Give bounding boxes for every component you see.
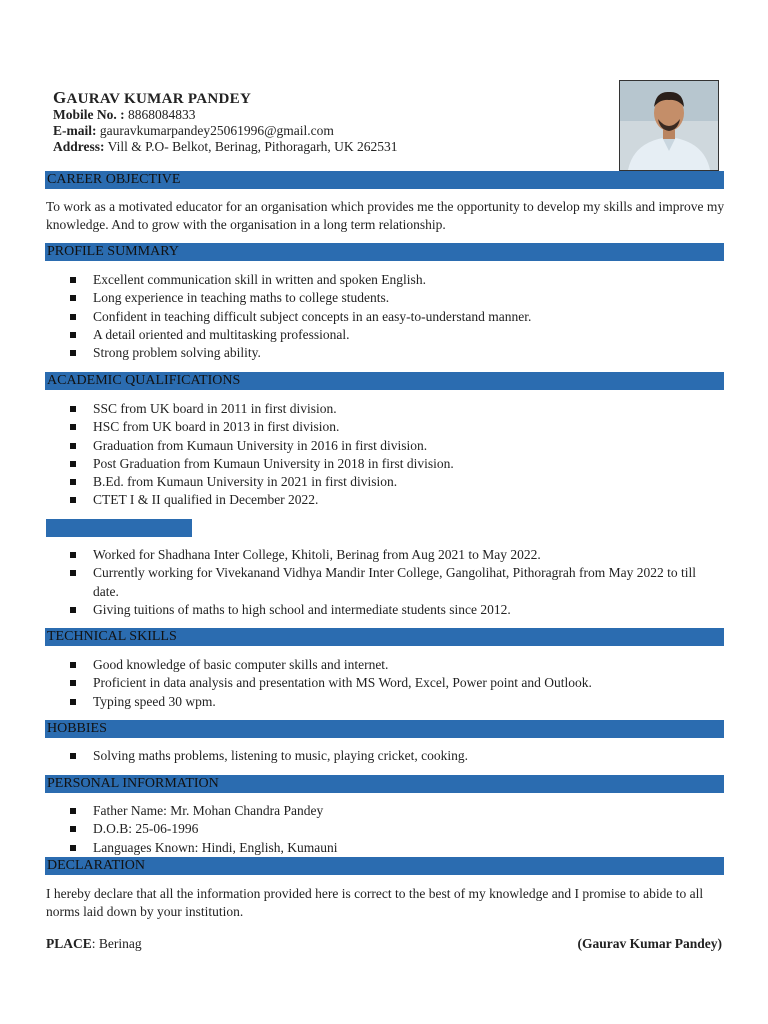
list-item: Confident in teaching difficult subject concepts in an easy-to-understand manner. [70, 308, 720, 326]
person-photo-icon [620, 81, 718, 170]
list-item: HSC from UK board in 2013 in first division. [70, 418, 720, 436]
list-item: Long experience in teaching maths to college students. [70, 289, 720, 307]
list-item: Languages Known: Hindi, English, Kumauni [70, 839, 720, 857]
list-item: Worked for Shadhana Inter College, Khitoli, Berinag from Aug 2021 to May 2022. [70, 546, 720, 564]
address-label: Address: [53, 139, 105, 154]
list-item: D.O.B: 25-06-1996 [70, 820, 720, 838]
signature: (Gaurav Kumar Pandey) [577, 936, 722, 951]
personal-list [70, 802, 720, 857]
list-item: Solving maths problems, listening to music, playing cricket, cooking. [70, 747, 720, 765]
list-item: Excellent communication skill in written and spoken English. [70, 271, 720, 289]
list-item: Typing speed 30 wpm. [70, 693, 720, 711]
section-experience-bar [46, 519, 192, 537]
section-academic-qualifications: ACADEMIC QUALIFICATIONS [45, 372, 724, 390]
list-item: A detail oriented and multitasking professional. [70, 326, 720, 344]
place-value: : Berinag [91, 936, 142, 951]
footer [46, 936, 722, 952]
list-item: Strong problem solving ability. [70, 344, 720, 362]
mobile-line [53, 107, 196, 123]
list-item: Giving tuitions of maths to high school and intermediate students since 2012. [70, 601, 720, 619]
list-item: SSC from UK board in 2011 in first division. [70, 400, 720, 418]
career-objective-text: To work as a motivated educator for an organisation which provides me the opportunity to develop my skills and improve my knowledge. And to grow with the organisation in a long term relationship. [46, 199, 725, 232]
profile-summary-list [70, 271, 720, 362]
list-item: CTET I & II qualified in December 2022. [70, 491, 720, 509]
place-label: PLACE [46, 936, 92, 951]
section-technical-skills: TECHNICAL SKILLS [45, 628, 724, 646]
declaration-text: I hereby declare that all the information provided here is correct to the best of my knowledge and I promise to abide to all norms laid down by your institution. [46, 886, 704, 919]
list-item: Graduation from Kumaun University in 2016 in first division. [70, 437, 720, 455]
section-profile-summary: PROFILE SUMMARY [45, 243, 724, 261]
list-item: Father Name: Mr. Mohan Chandra Pandey [70, 802, 720, 820]
address-value: Vill & P.O- Belkot, Berinag, Pithoragarh, UK 262531 [107, 139, 398, 154]
section-career-objective: CAREER OBJECTIVE [45, 171, 724, 189]
list-item: B.Ed. from Kumaun University in 2021 in first division. [70, 473, 720, 491]
mobile-value: 8868084833 [128, 107, 196, 122]
profile-photo [619, 80, 719, 171]
section-hobbies: HOBBIES [45, 720, 724, 738]
academic-list [70, 400, 720, 510]
list-item: Proficient in data analysis and presentation with MS Word, Excel, Power point and Outlook. [70, 674, 720, 692]
list-item: Good knowledge of basic computer skills and internet. [70, 656, 720, 674]
technical-list [70, 656, 720, 711]
list-item: Post Graduation from Kumaun University in 2018 in first division. [70, 455, 720, 473]
section-personal-information: PERSONAL INFORMATION [45, 775, 724, 793]
email-line [53, 123, 334, 139]
mobile-label: Mobile No. : [53, 107, 125, 122]
address-line [53, 139, 397, 155]
email-value: gauravkumarpandey25061996@gmail.com [99, 123, 334, 138]
list-item: Currently working for Vivekanand Vidhya Mandir Inter College, Gangolihat, Pithoragrah from May 2022 to till date. [70, 564, 720, 601]
candidate-name: GAURAV KUMAR PANDEY [53, 88, 252, 107]
experience-list [70, 546, 720, 619]
hobbies-list [70, 747, 720, 765]
email-label: E-mail: [53, 123, 97, 138]
section-declaration: DECLARATION [45, 857, 724, 875]
